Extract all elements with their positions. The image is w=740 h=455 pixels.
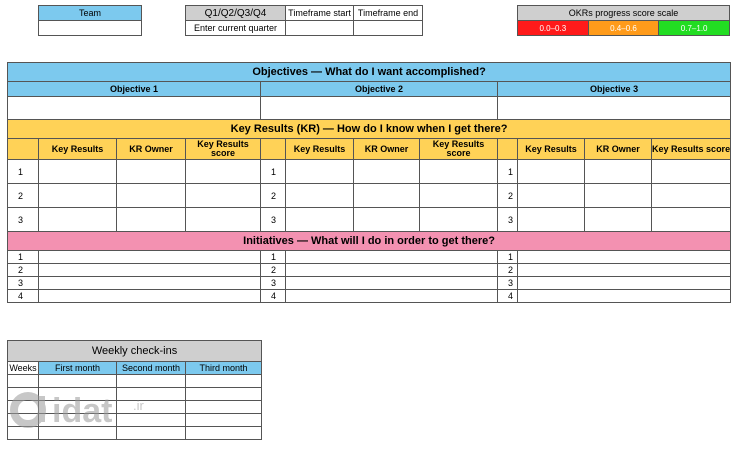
score-scale-title: OKRs progress score scale [518, 6, 730, 21]
initiative-number: 3 [8, 277, 39, 290]
month-2-header: Second month [117, 362, 186, 375]
initiative-cell[interactable] [518, 277, 731, 290]
kr-cell[interactable] [186, 184, 261, 208]
initiative-cell[interactable] [518, 264, 731, 277]
initiative-cell[interactable] [39, 251, 261, 264]
initiative-number: 2 [498, 264, 518, 277]
objective-2-input[interactable] [261, 97, 498, 120]
initiative-number: 4 [498, 290, 518, 303]
objective-2-header: Objective 2 [261, 82, 498, 97]
kr-header-key-results: Key Results [518, 139, 585, 160]
kr-corner [8, 139, 39, 160]
kr-header-key-results: Key Results [286, 139, 354, 160]
kr-row-number: 2 [8, 184, 39, 208]
kr-cell[interactable] [420, 208, 498, 232]
objective-3-input[interactable] [498, 97, 731, 120]
team-table [38, 5, 142, 36]
initiative-row [8, 264, 731, 277]
kr-cell[interactable] [518, 160, 585, 184]
initiative-number: 2 [8, 264, 39, 277]
initiative-row [8, 277, 731, 290]
kr-row-number: 1 [261, 160, 286, 184]
weekly-cell[interactable] [186, 388, 262, 401]
kr-header-score: Key Results score [186, 139, 261, 160]
kr-row [8, 208, 731, 232]
initiative-cell[interactable] [518, 290, 731, 303]
initiative-cell[interactable] [286, 251, 498, 264]
kr-cell[interactable] [39, 160, 117, 184]
initiative-cell[interactable] [286, 264, 498, 277]
kr-header-owner: KR Owner [354, 139, 420, 160]
kr-row [8, 184, 731, 208]
kr-header-score: Key Results score [420, 139, 498, 160]
initiative-number: 1 [8, 251, 39, 264]
weeks-label: Weeks [9, 363, 37, 373]
kr-cell[interactable] [420, 184, 498, 208]
initiatives-title: Initiatives — What will I do in order to get there? [8, 232, 731, 251]
svg-text:.ir: .ir [133, 398, 144, 413]
kr-cell[interactable] [39, 208, 117, 232]
weekly-cell[interactable] [186, 427, 262, 440]
kr-row-number: 3 [8, 208, 39, 232]
kr-cell[interactable] [585, 160, 652, 184]
initiative-number: 1 [498, 251, 518, 264]
objective-1-input[interactable] [8, 97, 261, 120]
score-scale-table [517, 5, 730, 36]
kr-cell[interactable] [585, 208, 652, 232]
kr-row-number: 1 [8, 160, 39, 184]
initiative-cell[interactable] [39, 264, 261, 277]
weekly-cell[interactable] [186, 401, 262, 414]
kr-header-key-results: Key Results [39, 139, 117, 160]
kr-cell[interactable] [518, 208, 585, 232]
gidat-watermark-logo [8, 380, 158, 440]
kr-cell[interactable] [354, 160, 420, 184]
scale-high: 0.7–1.0 [659, 21, 730, 36]
team-label: Team [39, 6, 142, 21]
kr-corner [498, 139, 518, 160]
kr-row-number: 2 [498, 184, 518, 208]
timeframe-end-label: Timeframe end [354, 6, 423, 21]
initiative-number: 1 [261, 251, 286, 264]
kr-cell[interactable] [117, 184, 186, 208]
initiative-number: 2 [261, 264, 286, 277]
scale-low: 0.0–0.3 [518, 21, 589, 36]
kr-cell[interactable] [652, 160, 731, 184]
month-1-header: First month [39, 362, 117, 375]
initiative-number: 3 [498, 277, 518, 290]
kr-cell[interactable] [354, 208, 420, 232]
initiative-cell[interactable] [286, 277, 498, 290]
objective-3-header: Objective 3 [498, 82, 731, 97]
kr-row-number: 1 [498, 160, 518, 184]
kr-row-number: 2 [261, 184, 286, 208]
initiative-row [8, 290, 731, 303]
weekly-cell[interactable] [186, 414, 262, 427]
kr-cell[interactable] [39, 184, 117, 208]
initiative-number: 4 [8, 290, 39, 303]
kr-corner [261, 139, 286, 160]
initiative-number: 3 [261, 277, 286, 290]
kr-header-score: Key Results score [652, 139, 731, 160]
kr-cell[interactable] [585, 184, 652, 208]
objectives-title: Objectives — What do I want accomplished? [8, 63, 731, 82]
key-results-title: Key Results (KR) — How do I know when I get there? [8, 120, 731, 139]
weekly-cell[interactable] [186, 375, 262, 388]
quarter-input[interactable]: Enter current quarter [186, 21, 286, 36]
initiative-cell[interactable] [518, 251, 731, 264]
kr-cell[interactable] [286, 160, 354, 184]
kr-cell[interactable] [117, 160, 186, 184]
kr-cell[interactable] [518, 184, 585, 208]
quarter-table [185, 5, 423, 36]
initiative-cell[interactable] [286, 290, 498, 303]
kr-cell[interactable] [354, 184, 420, 208]
kr-row-number: 3 [498, 208, 518, 232]
kr-cell[interactable] [420, 160, 498, 184]
initiative-cell[interactable] [39, 277, 261, 290]
initiative-number: 4 [261, 290, 286, 303]
kr-cell[interactable] [652, 208, 731, 232]
svg-text:idat: idat [52, 392, 113, 430]
kr-header-owner: KR Owner [585, 139, 652, 160]
kr-cell[interactable] [186, 208, 261, 232]
timeframe-start-input[interactable] [286, 21, 354, 36]
kr-cell[interactable] [117, 208, 186, 232]
kr-row [8, 160, 731, 184]
kr-cell[interactable] [286, 184, 354, 208]
kr-row-number: 3 [261, 208, 286, 232]
kr-header-owner: KR Owner [117, 139, 186, 160]
quarter-label: Q1/Q2/Q3/Q4 [186, 6, 286, 21]
timeframe-start-label: Timeframe start [286, 6, 354, 21]
initiative-row [8, 251, 731, 264]
weekly-title: Weekly check-ins [8, 341, 262, 362]
month-3-header: Third month [186, 362, 262, 375]
kr-cell[interactable] [286, 208, 354, 232]
kr-cell[interactable] [186, 160, 261, 184]
timeframe-end-input[interactable] [354, 21, 423, 36]
kr-cell[interactable] [652, 184, 731, 208]
team-input[interactable] [39, 21, 142, 36]
scale-mid: 0.4–0.6 [588, 21, 659, 36]
objective-1-header: Objective 1 [8, 82, 261, 97]
okr-table [7, 62, 731, 303]
initiative-cell[interactable] [39, 290, 261, 303]
